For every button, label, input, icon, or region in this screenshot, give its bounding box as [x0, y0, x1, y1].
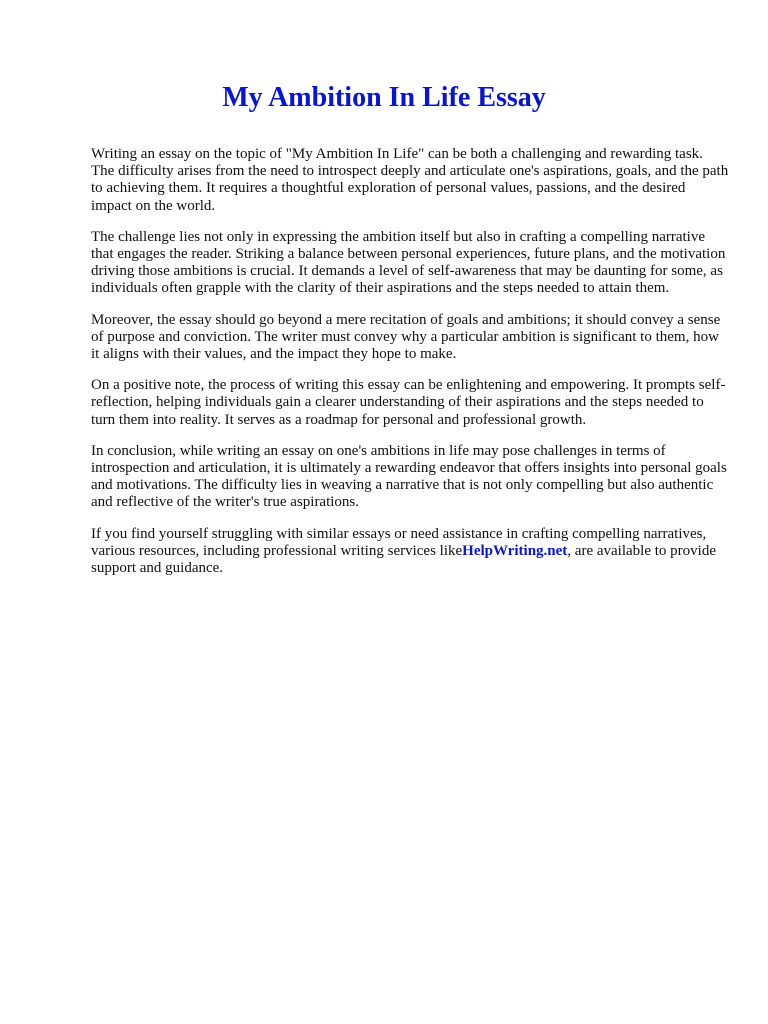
- paragraph-1: Writing an essay on the topic of "My Ambition In Life" can be both a challenging and rewarding task. The difficulty arises from the need to introspect deeply and articulate one's aspirations, goals, and the path to achieving them. It requires a thoughtful exploration of personal values, passions, and the desired impact on the world.: [91, 146, 729, 214]
- paragraph-2: The challenge lies not only in expressing the ambition itself but also in crafting a compelling narrative that engages the reader. Striking a balance between personal experiences, future plans, and the motivation driving those ambitions is crucial. It demands a level of self-awareness that may be daunting for some, as individuals often grapple with the clarity of their aspirations and the steps needed to attain them.: [91, 228, 726, 297]
- paragraph-5: In conclusion, while writing an essay on one's ambitions in life may pose challenges in terms of introspection and articulation, it is ultimately a rewarding endeavor that offers insights into personal goals and motivations. The difficulty lies in weaving a narrative that is not only compelling but also authentic and reflective of the writer's true aspirations.: [91, 442, 727, 511]
- paragraph-3: Moreover, the essay should go beyond a mere recitation of goals and ambitions; it should convey a sense of purpose and conviction. The writer must convey why a particular ambition is significant to them, how it aligns with their values, and the impact they hope to make.: [91, 311, 721, 363]
- helpwriting-link[interactable]: HelpWriting.net: [462, 542, 568, 559]
- paragraph-closing: [91, 526, 729, 578]
- closing-text-after-link: , are available to provide support and guidance.: [91, 542, 716, 577]
- essay-body: [91, 146, 729, 591]
- page-title: My Ambition In Life Essay: [222, 82, 546, 113]
- closing-text-before-link: If you find yourself struggling with similar essays or need assistance in crafting compelling narratives, various resources, including professional writing services like: [91, 525, 707, 559]
- paragraph-4: On a positive note, the process of writing this essay can be enlightening and empowering. It prompts self-reflection, helping individuals gain a clearer understanding of their aspirations and the steps needed to turn them into reality. It serves as a roadmap for personal and professional growth.: [91, 377, 726, 428]
